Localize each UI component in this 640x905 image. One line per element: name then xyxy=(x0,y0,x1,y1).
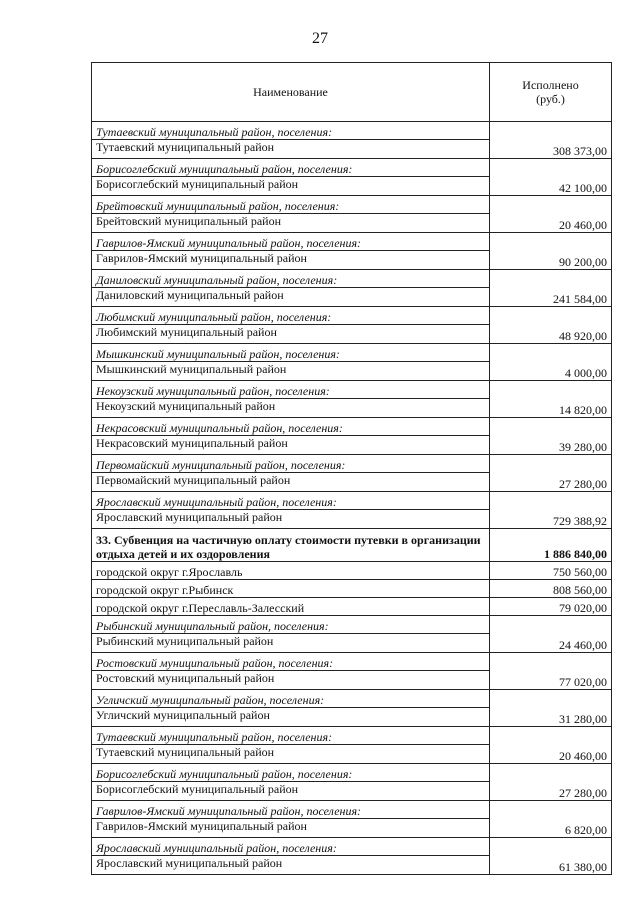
row-value xyxy=(490,344,612,362)
section-title: Угличский муниципальный район, поселения: xyxy=(92,690,490,708)
row-name: Рыбинский муниципальный район xyxy=(92,634,490,653)
row-value xyxy=(490,764,612,782)
section-row xyxy=(92,196,612,214)
table-row xyxy=(92,177,612,196)
section-row xyxy=(92,616,612,634)
row-name: Борисоглебский муниципальный район xyxy=(92,177,490,196)
section-title: Некрасовский муниципальный район, поселения: xyxy=(92,418,490,436)
table-row xyxy=(92,473,612,492)
section-row xyxy=(92,690,612,708)
row-value: 308 373,00 xyxy=(490,140,612,159)
row-value: 48 920,00 xyxy=(490,325,612,344)
section-title: Некоузский муниципальный район, поселения: xyxy=(92,381,490,399)
row-name: Тутаевский муниципальный район xyxy=(92,140,490,159)
table-row xyxy=(92,251,612,270)
table-row xyxy=(92,140,612,159)
table-row xyxy=(92,510,612,529)
section-title: Ростовский муниципальный район, поселения: xyxy=(92,653,490,671)
section-row xyxy=(92,122,612,140)
section-row xyxy=(92,838,612,856)
row-value xyxy=(490,159,612,177)
section-row xyxy=(92,270,612,288)
row-value: 6 820,00 xyxy=(490,819,612,838)
section-row xyxy=(92,764,612,782)
section-row xyxy=(92,418,612,436)
table-row xyxy=(92,819,612,838)
row-value: 241 584,00 xyxy=(490,288,612,307)
row-name: городской округ г.Переславль-Залесский xyxy=(92,598,490,616)
row-name: городской округ г.Рыбинск xyxy=(92,580,490,598)
section-row xyxy=(92,801,612,819)
row-value: 31 280,00 xyxy=(490,708,612,727)
table-row xyxy=(92,856,612,875)
row-name: Некрасовский муниципальный район xyxy=(92,436,490,455)
row-value xyxy=(490,727,612,745)
section-row xyxy=(92,727,612,745)
total-row xyxy=(92,529,612,562)
row-value: 24 460,00 xyxy=(490,634,612,653)
row-value: 4 000,00 xyxy=(490,362,612,381)
row-name: 33. Субвенция на частичную оплату стоимости путевки в организации отдыха детей и их оздоровления xyxy=(92,529,490,562)
column-header-value xyxy=(490,63,612,122)
table-body xyxy=(92,122,612,875)
column-header-value-line1: Исполнено xyxy=(522,78,579,92)
table-row xyxy=(92,782,612,801)
row-value xyxy=(490,381,612,399)
row-value xyxy=(490,653,612,671)
table-row xyxy=(92,562,612,580)
row-name: Гаврилов-Ямский муниципальный район xyxy=(92,251,490,270)
budget-table xyxy=(91,62,612,875)
section-row xyxy=(92,492,612,510)
section-row xyxy=(92,455,612,473)
section-row xyxy=(92,344,612,362)
table-row xyxy=(92,580,612,598)
section-title: Гаврилов-Ямский муниципальный район, поселения: xyxy=(92,801,490,819)
section-row xyxy=(92,307,612,325)
row-value xyxy=(490,122,612,140)
row-value: 20 460,00 xyxy=(490,214,612,233)
row-value xyxy=(490,838,612,856)
row-value: 61 380,00 xyxy=(490,856,612,875)
row-value xyxy=(490,270,612,288)
section-title: Ярославский муниципальный район, поселения: xyxy=(92,838,490,856)
row-name: Ростовский муниципальный район xyxy=(92,671,490,690)
row-value: 90 200,00 xyxy=(490,251,612,270)
row-name: Ярославский муниципальный район xyxy=(92,510,490,529)
row-value xyxy=(490,307,612,325)
row-value: 77 020,00 xyxy=(490,671,612,690)
section-title: Тутаевский муниципальный район, поселения: xyxy=(92,727,490,745)
row-value xyxy=(490,690,612,708)
row-value: 750 560,00 xyxy=(490,562,612,580)
table-row xyxy=(92,671,612,690)
row-name: Некоузский муниципальный район xyxy=(92,399,490,418)
section-title: Тутаевский муниципальный район, поселения: xyxy=(92,122,490,140)
row-value: 20 460,00 xyxy=(490,745,612,764)
table-row xyxy=(92,288,612,307)
table-row xyxy=(92,214,612,233)
section-title: Мышкинский муниципальный район, поселения: xyxy=(92,344,490,362)
table-row xyxy=(92,634,612,653)
table-row xyxy=(92,598,612,616)
row-value xyxy=(490,233,612,251)
section-title: Рыбинский муниципальный район, поселения: xyxy=(92,616,490,634)
section-title: Борисоглебский муниципальный район, поселения: xyxy=(92,159,490,177)
row-name: Гаврилов-Ямский муниципальный район xyxy=(92,819,490,838)
row-name: Брейтовский муниципальный район xyxy=(92,214,490,233)
row-value xyxy=(490,616,612,634)
row-name: городской округ г.Ярославль xyxy=(92,562,490,580)
section-row xyxy=(92,233,612,251)
column-header-name: Наименование xyxy=(92,63,490,122)
row-name: Даниловский муниципальный район xyxy=(92,288,490,307)
row-value: 1 886 840,00 xyxy=(490,529,612,562)
section-title: Гаврилов-Ямский муниципальный район, поселения: xyxy=(92,233,490,251)
row-value: 729 388,92 xyxy=(490,510,612,529)
page-number: 27 xyxy=(312,30,328,47)
row-name: Угличский муниципальный район xyxy=(92,708,490,727)
table-row xyxy=(92,708,612,727)
section-title: Брейтовский муниципальный район, поселения: xyxy=(92,196,490,214)
section-title: Первомайский муниципальный район, поселения: xyxy=(92,455,490,473)
section-row xyxy=(92,653,612,671)
section-row xyxy=(92,159,612,177)
row-value xyxy=(490,492,612,510)
table-row xyxy=(92,399,612,418)
section-row xyxy=(92,381,612,399)
row-value: 42 100,00 xyxy=(490,177,612,196)
row-value: 79 020,00 xyxy=(490,598,612,616)
section-title: Любимский муниципальный район, поселения: xyxy=(92,307,490,325)
row-value xyxy=(490,801,612,819)
table-row xyxy=(92,436,612,455)
row-name: Любимский муниципальный район xyxy=(92,325,490,344)
row-name: Первомайский муниципальный район xyxy=(92,473,490,492)
table-row xyxy=(92,362,612,381)
row-name: Мышкинский муниципальный район xyxy=(92,362,490,381)
table-row xyxy=(92,745,612,764)
row-value xyxy=(490,455,612,473)
table-header-row xyxy=(92,63,612,122)
row-value: 39 280,00 xyxy=(490,436,612,455)
row-name: Тутаевский муниципальный район xyxy=(92,745,490,764)
row-name: Борисоглебский муниципальный район xyxy=(92,782,490,801)
row-value xyxy=(490,196,612,214)
column-header-value-line2: (руб.) xyxy=(536,92,565,106)
table-row xyxy=(92,325,612,344)
row-value: 27 280,00 xyxy=(490,473,612,492)
row-name: Ярославский муниципальный район xyxy=(92,856,490,875)
row-value: 27 280,00 xyxy=(490,782,612,801)
section-title: Борисоглебский муниципальный район, поселения: xyxy=(92,764,490,782)
row-value: 14 820,00 xyxy=(490,399,612,418)
row-value xyxy=(490,418,612,436)
section-title: Даниловский муниципальный район, поселения: xyxy=(92,270,490,288)
section-title: Ярославский муниципальный район, поселения: xyxy=(92,492,490,510)
row-value: 808 560,00 xyxy=(490,580,612,598)
